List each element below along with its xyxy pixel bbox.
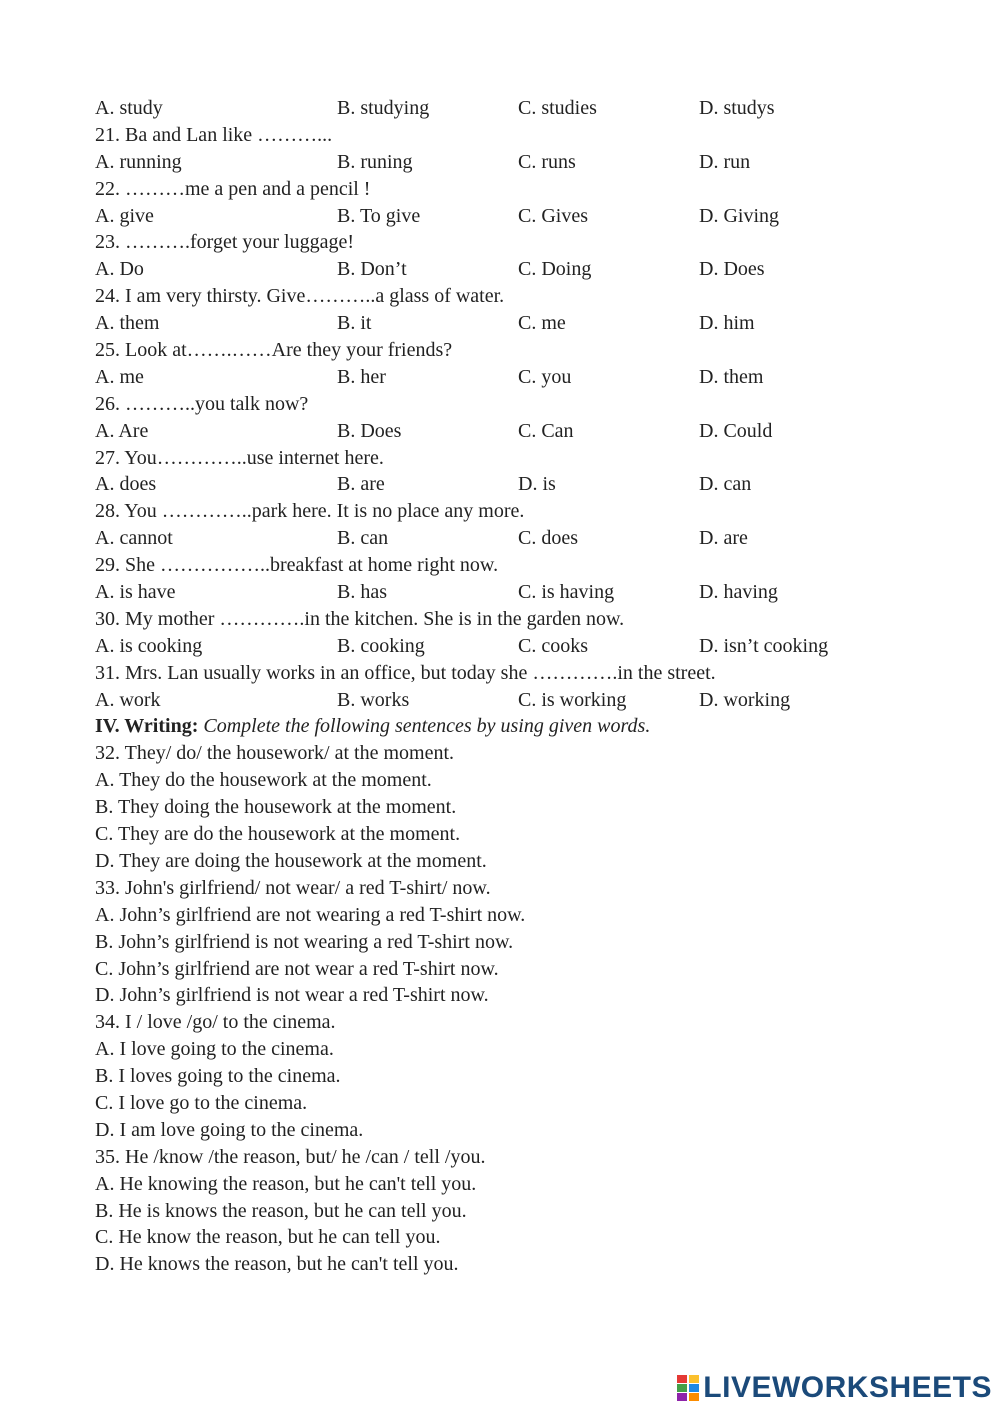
question-22-stem: 22. ………me a pen and a pencil ! (95, 177, 371, 200)
question-27-stem: 27. You…………..use internet here. (95, 446, 384, 469)
option-a[interactable]: A. is have (95, 581, 176, 604)
question-31-options (95, 687, 955, 714)
option-a[interactable]: A. me (95, 365, 144, 388)
option-b[interactable]: B. are (337, 473, 385, 496)
option-c[interactable]: C. does (518, 527, 578, 550)
question-33-stem: 33. John's girlfriend/ not wear/ a red T-shirt/ now. (95, 876, 491, 899)
option-a[interactable]: A. them (95, 312, 160, 335)
question-20-options (95, 95, 955, 122)
question-31-stem: 31. Mrs. Lan usually works in an office, but today she ………….in the street. (95, 661, 716, 684)
question-27-options (95, 471, 955, 498)
option-a[interactable]: A. work (95, 688, 161, 711)
answer-d[interactable]: D. They are doing the housework at the moment. (95, 849, 487, 872)
answer-a[interactable]: A. I love going to the cinema. (95, 1038, 334, 1061)
question-28-stem: 28. You …………..park here. It is no place any more. (95, 500, 525, 523)
option-d[interactable]: D. can (699, 473, 752, 496)
option-c[interactable]: C. is having (518, 581, 615, 604)
option-b[interactable]: B. works (337, 688, 410, 711)
option-c[interactable]: C. cooks (518, 634, 588, 657)
option-b[interactable]: B. Does (337, 419, 402, 442)
option-d[interactable]: D. them (699, 365, 764, 388)
question-23-stem: 23. ……….forget your luggage! (95, 231, 355, 254)
liveworksheets-logo-icon (677, 1375, 699, 1401)
option-a[interactable]: A. study (95, 97, 163, 119)
answer-c[interactable]: C. John’s girlfriend are not wear a red T-shirt now. (95, 957, 499, 980)
question-22-options (95, 203, 955, 230)
option-b[interactable]: B. studying (337, 97, 430, 119)
option-b[interactable]: B. has (337, 581, 387, 604)
option-d[interactable]: D. Does (699, 258, 765, 281)
option-c[interactable]: C. you (518, 365, 572, 388)
answer-d[interactable]: D. John’s girlfriend is not wear a red T-shirt now. (95, 984, 489, 1007)
question-30-options (95, 633, 955, 660)
option-d[interactable]: D. him (699, 312, 755, 335)
question-28-options (95, 525, 955, 552)
option-d[interactable]: D. run (699, 150, 751, 173)
option-c[interactable]: C. Gives (518, 204, 588, 227)
option-b[interactable]: B. runing (337, 150, 413, 173)
question-25-stem: 25. Look at…….……Are they your friends? (95, 339, 453, 362)
option-c[interactable]: C. studies (518, 97, 597, 119)
answer-b[interactable]: B. They doing the housework at the moment. (95, 796, 457, 819)
answer-c[interactable]: C. He know the reason, but he can tell you. (95, 1226, 441, 1249)
option-c[interactable]: D. is (518, 473, 556, 496)
answer-a[interactable]: A. They do the housework at the moment. (95, 769, 432, 792)
option-b[interactable]: B. can (337, 527, 389, 550)
option-d[interactable]: D. Could (699, 419, 773, 442)
question-26-stem: 26. ………..you talk now? (95, 392, 309, 415)
answer-b[interactable]: B. He is knows the reason, but he can tell you. (95, 1199, 467, 1222)
option-d[interactable]: D. working (699, 688, 791, 711)
answer-d[interactable]: D. He knows the reason, but he can't tell you. (95, 1253, 459, 1276)
question-25-options (95, 364, 955, 391)
option-c[interactable]: C. is working (518, 688, 627, 711)
question-24-options (95, 310, 955, 337)
option-d[interactable]: D. isn’t cooking (699, 634, 829, 657)
option-b[interactable]: B. her (337, 365, 386, 388)
answer-b[interactable]: B. John’s girlfriend is not wearing a red T-shirt now. (95, 930, 514, 953)
question-34-stem: 34. I / love /go/ to the cinema. (95, 1011, 336, 1034)
option-c[interactable]: C. runs (518, 150, 576, 173)
option-c[interactable]: C. Doing (518, 258, 592, 281)
writing-section-heading (95, 713, 955, 740)
option-b[interactable]: B. it (337, 312, 372, 335)
answer-a[interactable]: A. John’s girlfriend are not wearing a red T-shirt now. (95, 903, 526, 926)
option-d[interactable]: D. are (699, 527, 748, 550)
option-d[interactable]: D. having (699, 581, 778, 604)
option-a[interactable]: A. Do (95, 258, 144, 281)
option-a[interactable]: A. give (95, 204, 154, 227)
question-23-options (95, 256, 955, 283)
liveworksheets-logo[interactable] (677, 1371, 992, 1405)
option-b[interactable]: B. To give (337, 204, 421, 227)
answer-d[interactable]: D. I am love going to the cinema. (95, 1118, 364, 1141)
question-30-stem: 30. My mother ………….in the kitchen. She is in the garden now. (95, 607, 625, 630)
question-21-options (95, 149, 955, 176)
answer-b[interactable]: B. I loves going to the cinema. (95, 1065, 341, 1088)
question-29-options (95, 579, 955, 606)
option-a[interactable]: A. does (95, 473, 157, 496)
answer-a[interactable]: A. He knowing the reason, but he can't tell you. (95, 1172, 477, 1195)
option-b[interactable]: B. Don’t (337, 258, 407, 281)
option-a[interactable]: A. cannot (95, 527, 173, 550)
option-b[interactable]: B. cooking (337, 634, 425, 657)
question-29-stem: 29. She ……………..breakfast at home right now. (95, 554, 499, 577)
section-instruction: Complete the following sentences by using given words. (203, 715, 651, 738)
logo-text: LIVEWORKSHEETS (703, 1371, 992, 1404)
question-21-stem: 21. Ba and Lan like ………... (95, 123, 333, 146)
section-title: IV. Writing: (95, 715, 199, 738)
option-c[interactable]: C. Can (518, 419, 574, 442)
option-a[interactable]: A. is cooking (95, 634, 203, 657)
question-32-stem: 32. They/ do/ the housework/ at the moment. (95, 742, 455, 765)
question-35-stem: 35. He /know /the reason, but/ he /can / tell /you. (95, 1145, 486, 1168)
question-24-stem: 24. I am very thirsty. Give………..a glass of water. (95, 285, 505, 308)
question-26-options (95, 418, 955, 445)
option-a[interactable]: A. running (95, 150, 182, 173)
worksheet-page (95, 95, 955, 1278)
answer-c[interactable]: C. They are do the housework at the moment. (95, 823, 461, 846)
option-c[interactable]: C. me (518, 312, 566, 335)
option-d[interactable]: D. Giving (699, 204, 779, 227)
option-d[interactable]: D. studys (699, 97, 775, 119)
answer-c[interactable]: C. I love go to the cinema. (95, 1091, 308, 1114)
option-a[interactable]: A. Are (95, 419, 149, 442)
